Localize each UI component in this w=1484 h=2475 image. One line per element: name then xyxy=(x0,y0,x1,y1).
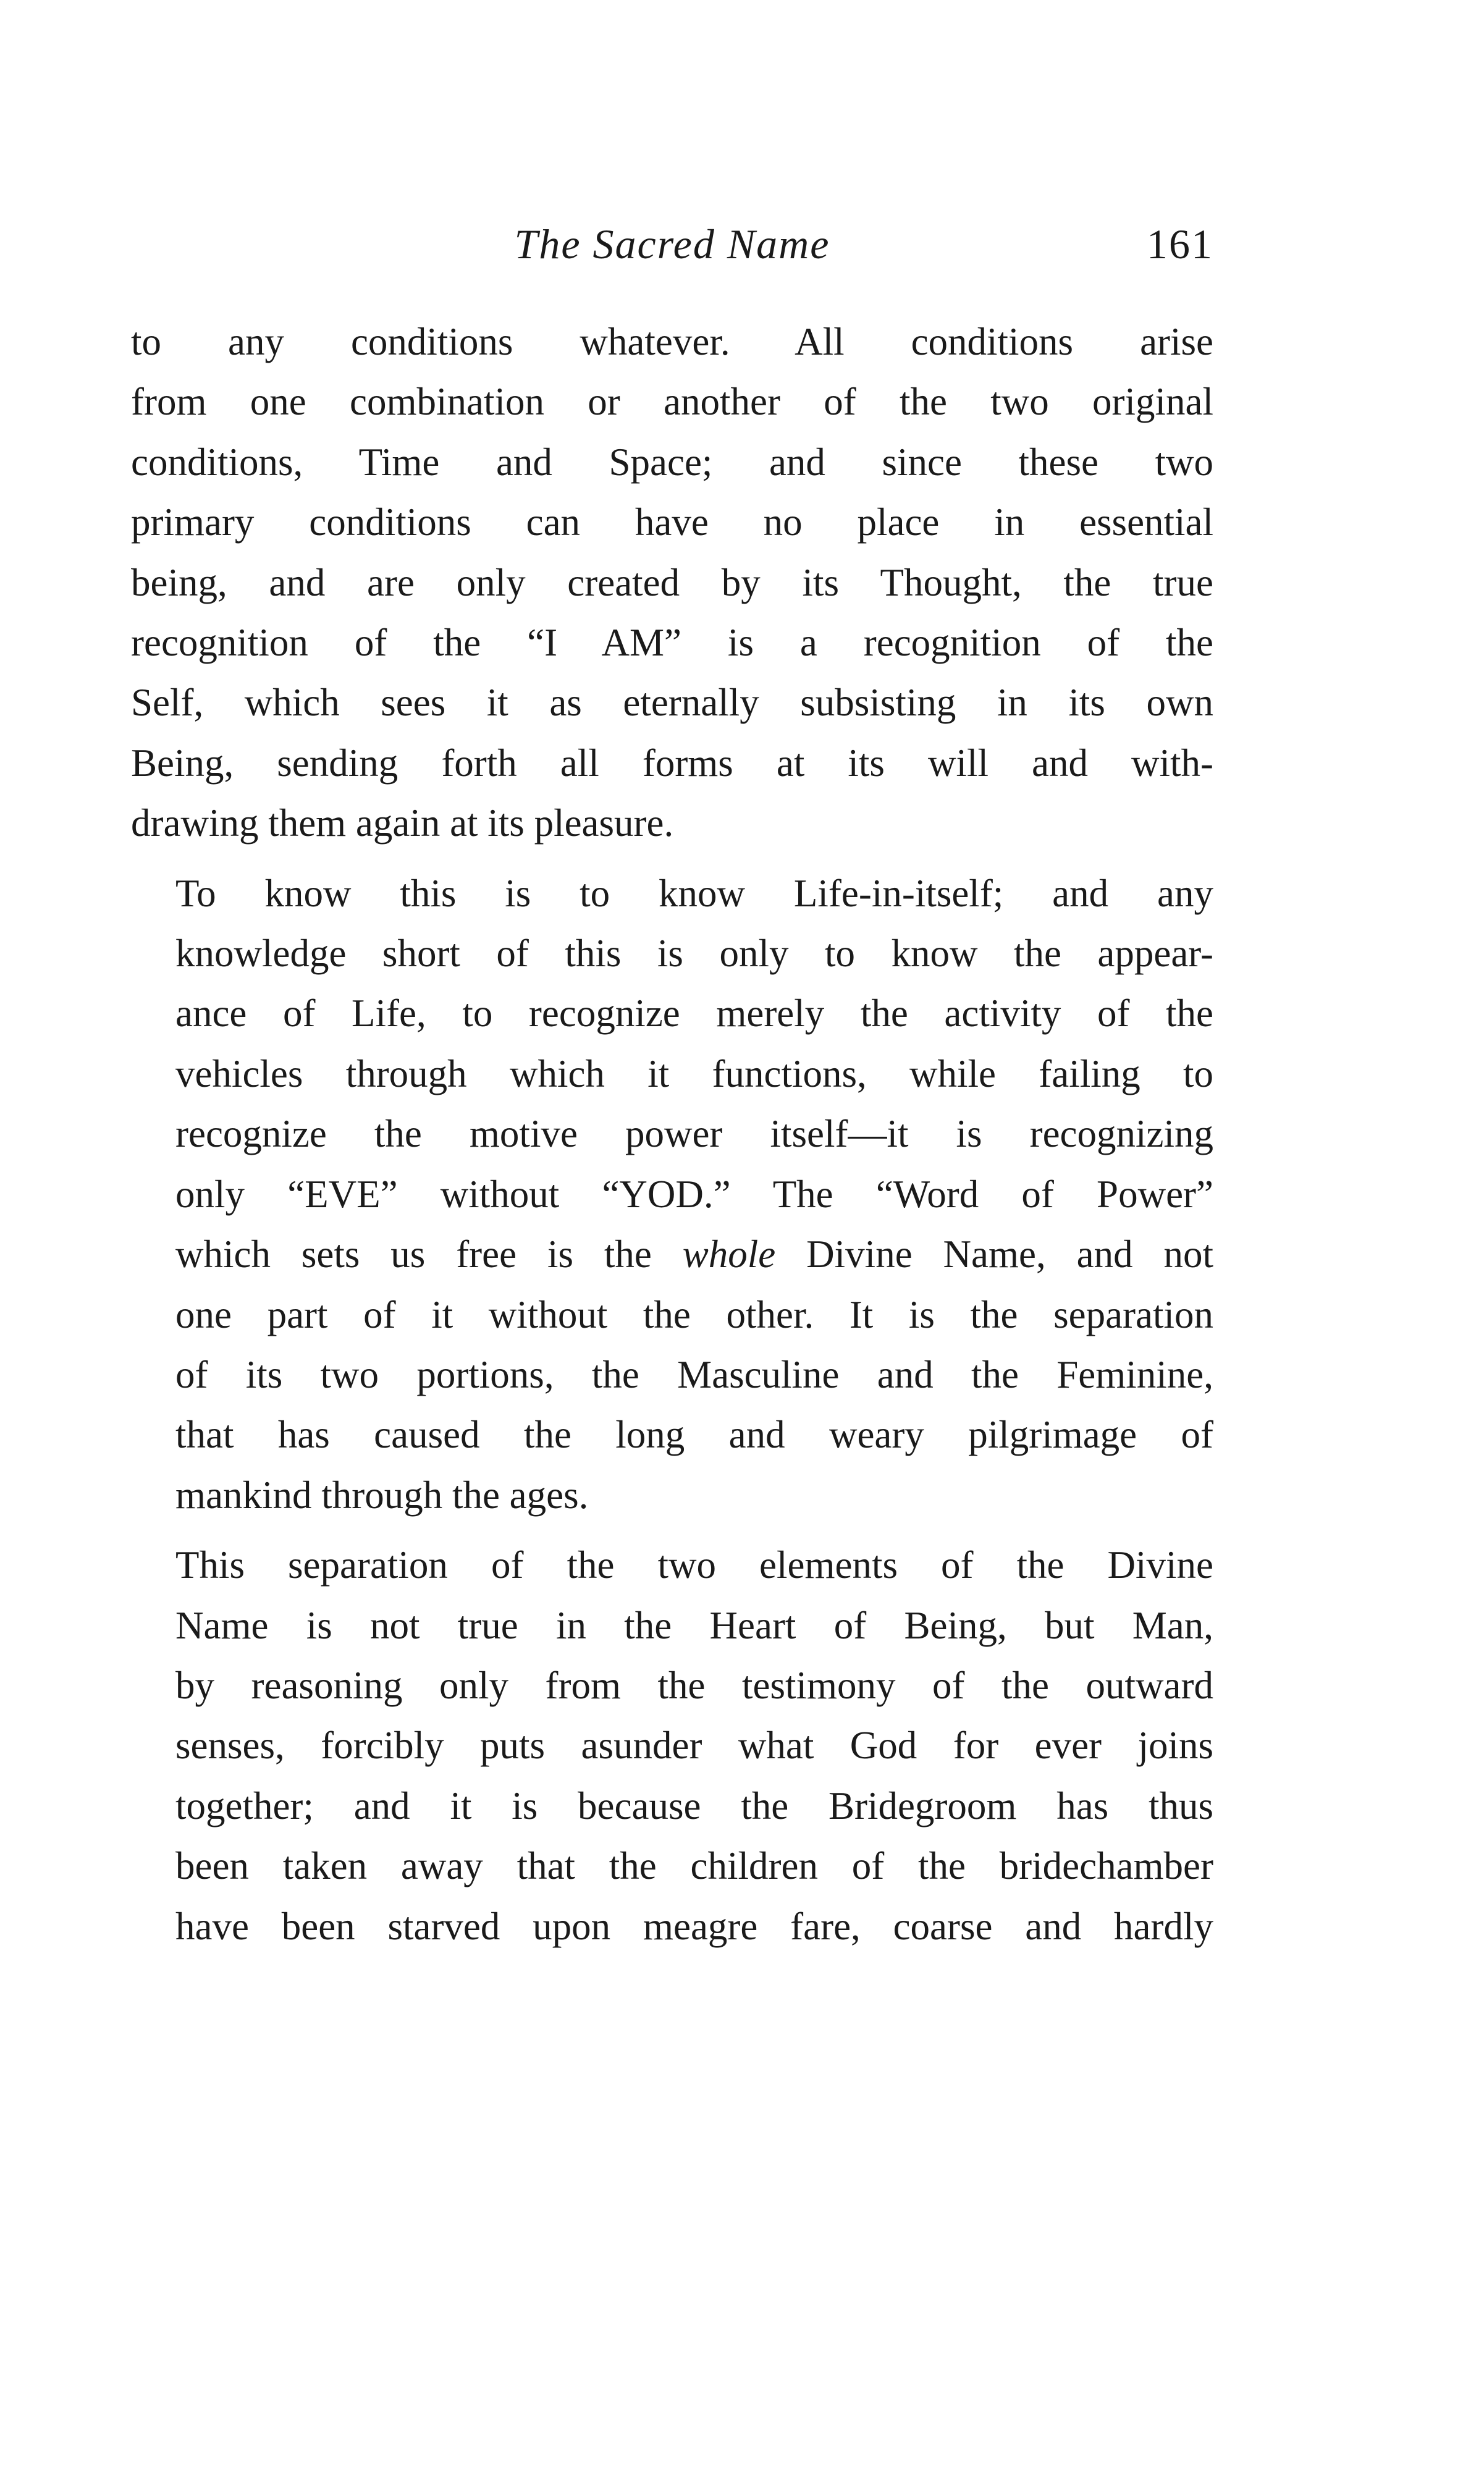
text-line: of its two portions, the Masculine and the Feminine, xyxy=(175,1352,1213,1396)
text-line: drawing them again at its pleasure. xyxy=(131,801,674,845)
text-line: from one combination or another of the two original xyxy=(131,380,1213,424)
text-segment: which sets us free is the xyxy=(175,1233,683,1276)
text-line: together; and it is because the Bridegroom has thus xyxy=(175,1784,1213,1828)
text-line: by reasoning only from the testimony of the outward xyxy=(175,1663,1213,1707)
text-line: vehicles through which it functions, while failing to xyxy=(175,1052,1213,1095)
text-line: only “EVE” without “YOD.” The “Word of Power” xyxy=(175,1172,1213,1216)
text-line: recognize the motive power itself—it is recognizing xyxy=(175,1112,1213,1156)
text-line: recognition of the “I AM” is a recognition of the xyxy=(131,621,1213,665)
text-line: conditions, Time and Space; and since these two xyxy=(131,440,1213,484)
text-line: ance of Life, to recognize merely the activity of the xyxy=(175,992,1213,1035)
paragraph-3 xyxy=(131,1535,1213,1957)
text-line: primary conditions can have no place in essential xyxy=(131,500,1213,544)
text-line-with-italic xyxy=(131,1225,1213,1284)
text-line: been taken away that the children of the bridechamber xyxy=(175,1844,1213,1888)
text-line: To know this is to know Life-in-itself; and any xyxy=(175,871,1213,915)
text-line: Name is not true in the Heart of Being, but Man, xyxy=(175,1603,1213,1647)
text-line: This separation of the two elements of the Divine xyxy=(175,1543,1213,1587)
text-line: to any conditions whatever. All conditions arise xyxy=(131,320,1213,363)
text-line: senses, forcibly puts asunder what God for ever joins xyxy=(175,1724,1213,1768)
paragraph-2 xyxy=(131,864,1213,1525)
text-segment: Divine Name, and not xyxy=(775,1233,1214,1276)
running-title: The Sacred Name xyxy=(514,221,830,268)
text-line: being, and are only created by its Thought, the true xyxy=(131,560,1213,604)
body-text xyxy=(131,312,1213,1957)
text-line: mankind through the ages. xyxy=(175,1473,589,1517)
text-line: one part of it without the other. It is the separation xyxy=(175,1292,1213,1336)
text-line: knowledge short of this is only to know the appear- xyxy=(175,932,1213,976)
italic-word: whole xyxy=(682,1233,776,1276)
text-line: have been starved upon meagre fare, coarse and hardly xyxy=(175,1904,1213,1948)
running-head xyxy=(131,210,1213,278)
text-line: Being, sending forth all forms at its will and with- xyxy=(131,741,1213,785)
text-line: that has caused the long and weary pilgrimage of xyxy=(175,1413,1213,1457)
text-line: Self, which sees it as eternally subsisting in its own xyxy=(131,681,1213,725)
paragraph-1 xyxy=(131,312,1213,854)
page-number: 161 xyxy=(1147,221,1213,268)
